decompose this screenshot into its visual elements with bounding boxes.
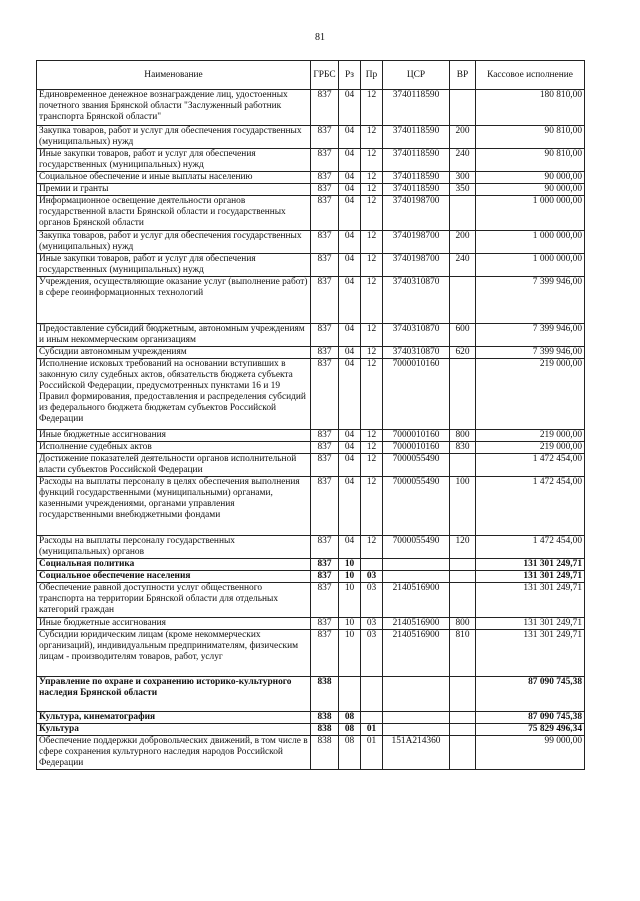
cell-name: Социальное обеспечение населения [37, 571, 311, 583]
cell-vr [450, 736, 476, 770]
table-row [37, 618, 585, 630]
table-row [37, 347, 585, 359]
cell-amount: 180 810,00 [476, 90, 585, 126]
cell-name: Иные бюджетные ассигнования [37, 430, 311, 442]
cell-rz: 04 [339, 231, 361, 254]
cell-name: Предоставление субсидий бюджетным, автономным учреждениям и иным некоммерческим организациям [37, 324, 311, 347]
cell-amount: 131 301 249,71 [476, 559, 585, 571]
cell-pr: 12 [361, 90, 383, 126]
table-row [37, 583, 585, 618]
cell-csr: 3740310870 [383, 324, 450, 347]
cell-name: Социальная политика [37, 559, 311, 571]
cell-pr: 12 [361, 277, 383, 324]
cell-rz: 04 [339, 324, 361, 347]
table-row [37, 442, 585, 454]
cell-vr: 100 [450, 477, 476, 536]
cell-amount: 131 301 249,71 [476, 571, 585, 583]
table-row [37, 172, 585, 184]
table-row [37, 454, 585, 477]
cell-name: Достижение показателей деятельности органов исполнительной власти субъектов Российской Федерации [37, 454, 311, 477]
cell-vr: 810 [450, 630, 476, 677]
cell-csr: 2140516900 [383, 630, 450, 677]
table-row [37, 477, 585, 536]
cell-vr: 600 [450, 324, 476, 347]
cell-pr: 12 [361, 324, 383, 347]
table-row [37, 359, 585, 430]
cell-grbs: 837 [311, 196, 339, 231]
cell-pr: 03 [361, 630, 383, 677]
header-vr: ВР [450, 61, 476, 90]
cell-vr [450, 724, 476, 736]
cell-csr [383, 571, 450, 583]
cell-pr: 12 [361, 196, 383, 231]
cell-rz: 04 [339, 254, 361, 277]
table-row [37, 559, 585, 571]
cell-csr: 3740198700 [383, 196, 450, 231]
cell-pr [361, 712, 383, 724]
table-body [37, 90, 585, 770]
cell-csr: 3740118590 [383, 149, 450, 172]
cell-csr: 2140516900 [383, 618, 450, 630]
cell-grbs: 838 [311, 736, 339, 770]
cell-amount: 87 090 745,38 [476, 712, 585, 724]
cell-csr: 7000055490 [383, 454, 450, 477]
cell-vr [450, 454, 476, 477]
cell-rz: 08 [339, 736, 361, 770]
cell-amount: 87 090 745,38 [476, 677, 585, 712]
cell-vr [450, 277, 476, 324]
cell-grbs: 837 [311, 324, 339, 347]
cell-amount: 219 000,00 [476, 359, 585, 430]
header-grbs: ГРБС [311, 61, 339, 90]
cell-csr: 3740118590 [383, 90, 450, 126]
header-pr: Пр [361, 61, 383, 90]
cell-rz: 08 [339, 724, 361, 736]
cell-name: Культура, кинематография [37, 712, 311, 724]
cell-rz: 04 [339, 277, 361, 324]
cell-pr [361, 559, 383, 571]
cell-name: Расходы на выплаты персоналу в целях обеспечения выполнения функций государственными (муниципальными) органами, казенными учреждениями, органами управления государственными внебюджетными фондами [37, 477, 311, 536]
table-row [37, 277, 585, 324]
cell-csr [383, 724, 450, 736]
cell-pr: 01 [361, 724, 383, 736]
cell-pr: 01 [361, 736, 383, 770]
table-header-row [37, 61, 585, 90]
cell-csr: 7000055490 [383, 477, 450, 536]
table-row [37, 677, 585, 712]
cell-csr: 2140516900 [383, 583, 450, 618]
cell-name: Иные бюджетные ассигнования [37, 618, 311, 630]
cell-pr: 12 [361, 359, 383, 430]
header-name: Наименование [37, 61, 311, 90]
cell-grbs: 837 [311, 454, 339, 477]
cell-name: Исполнение судебных актов [37, 442, 311, 454]
cell-pr: 12 [361, 347, 383, 359]
cell-grbs: 837 [311, 347, 339, 359]
cell-name: Исполнение исковых требований на основании вступивших в законную силу судебных актов, обязательств бюджета субъекта Российской Федерации, предусмотренных пунктами 16 и 19 Правил формирования, предоставления и распределения субсидий из федерального бюджета бюджетам субъектов Российской Федерации [37, 359, 311, 430]
cell-grbs: 837 [311, 536, 339, 559]
cell-amount: 1 472 454,00 [476, 536, 585, 559]
cell-vr: 830 [450, 442, 476, 454]
cell-csr [383, 559, 450, 571]
cell-grbs: 837 [311, 126, 339, 149]
cell-grbs: 837 [311, 442, 339, 454]
cell-csr: 3740198700 [383, 231, 450, 254]
cell-vr: 300 [450, 172, 476, 184]
cell-rz: 04 [339, 172, 361, 184]
cell-grbs: 837 [311, 618, 339, 630]
cell-pr: 12 [361, 172, 383, 184]
cell-name: Иные закупки товаров, работ и услуг для обеспечения государственных (муниципальных) нужд [37, 149, 311, 172]
cell-vr: 350 [450, 184, 476, 196]
table-row [37, 724, 585, 736]
cell-name: Обеспечение равной доступности услуг общественного транспорта на территории Брянской области для отдельных категорий граждан [37, 583, 311, 618]
cell-pr: 12 [361, 430, 383, 442]
cell-vr: 200 [450, 231, 476, 254]
cell-grbs: 837 [311, 559, 339, 571]
cell-csr: 3740198700 [383, 254, 450, 277]
cell-rz: 04 [339, 454, 361, 477]
cell-vr: 800 [450, 618, 476, 630]
cell-grbs: 837 [311, 254, 339, 277]
cell-pr: 12 [361, 231, 383, 254]
cell-grbs: 837 [311, 90, 339, 126]
cell-amount: 99 000,00 [476, 736, 585, 770]
cell-vr [450, 583, 476, 618]
cell-pr [361, 677, 383, 712]
cell-amount: 131 301 249,71 [476, 583, 585, 618]
cell-name: Закупка товаров, работ и услуг для обеспечения государственных (муниципальных) нужд [37, 126, 311, 149]
cell-csr: 7000010160 [383, 430, 450, 442]
cell-amount: 7 399 946,00 [476, 277, 585, 324]
cell-rz: 04 [339, 126, 361, 149]
cell-grbs: 837 [311, 430, 339, 442]
header-csr: ЦСР [383, 61, 450, 90]
cell-pr: 12 [361, 184, 383, 196]
cell-amount: 219 000,00 [476, 442, 585, 454]
header-amount: Кассовое исполнение [476, 61, 585, 90]
cell-amount: 219 000,00 [476, 430, 585, 442]
cell-vr [450, 559, 476, 571]
cell-pr: 03 [361, 583, 383, 618]
cell-amount: 7 399 946,00 [476, 324, 585, 347]
cell-name: Премии и гранты [37, 184, 311, 196]
cell-rz: 10 [339, 618, 361, 630]
cell-grbs: 837 [311, 231, 339, 254]
cell-csr [383, 712, 450, 724]
cell-grbs: 837 [311, 583, 339, 618]
cell-rz: 04 [339, 347, 361, 359]
cell-vr: 240 [450, 254, 476, 277]
cell-name: Информационное освещение деятельности органов государственной власти Брянской области и государственных органов Брянской области [37, 196, 311, 231]
cell-pr: 12 [361, 536, 383, 559]
cell-grbs: 837 [311, 172, 339, 184]
cell-rz: 10 [339, 583, 361, 618]
cell-csr: 7000055490 [383, 536, 450, 559]
cell-pr: 12 [361, 454, 383, 477]
cell-name: Единовременное денежное вознаграждение лиц, удостоенных почетного звания Брянской области "Заслуженный работник транспорта Брянской области" [37, 90, 311, 126]
cell-rz: 04 [339, 149, 361, 172]
cell-vr: 800 [450, 430, 476, 442]
cell-csr [383, 677, 450, 712]
cell-vr [450, 90, 476, 126]
cell-name: Расходы на выплаты персоналу государственных (муниципальных) органов [37, 536, 311, 559]
cell-vr [450, 196, 476, 231]
page-number: 81 [315, 32, 325, 43]
cell-rz: 04 [339, 359, 361, 430]
cell-vr [450, 677, 476, 712]
cell-amount: 90 810,00 [476, 149, 585, 172]
cell-grbs: 837 [311, 359, 339, 430]
cell-grbs: 838 [311, 724, 339, 736]
cell-rz: 04 [339, 90, 361, 126]
cell-amount: 131 301 249,71 [476, 630, 585, 677]
table-row [37, 712, 585, 724]
cell-vr: 240 [450, 149, 476, 172]
cell-name: Социальное обеспечение и иные выплаты населению [37, 172, 311, 184]
cell-grbs: 837 [311, 277, 339, 324]
cell-grbs: 837 [311, 149, 339, 172]
cell-csr: 3740118590 [383, 184, 450, 196]
cell-name: Обеспечение поддержки добровольческих движений, в том числе в сфере сохранения культурного наследия народов Российской Федерации [37, 736, 311, 770]
cell-grbs: 837 [311, 571, 339, 583]
header-rz: Рз [339, 61, 361, 90]
cell-vr [450, 571, 476, 583]
cell-grbs: 838 [311, 712, 339, 724]
table-row [37, 254, 585, 277]
cell-csr: 3740118590 [383, 172, 450, 184]
cell-rz: 10 [339, 571, 361, 583]
cell-vr [450, 359, 476, 430]
cell-rz [339, 677, 361, 712]
cell-amount: 1 472 454,00 [476, 454, 585, 477]
cell-rz: 10 [339, 630, 361, 677]
cell-amount: 1 000 000,00 [476, 196, 585, 231]
cell-pr: 12 [361, 254, 383, 277]
cell-name: Управление по охране и сохранению историко-культурного наследия Брянской области [37, 677, 311, 712]
cell-grbs: 838 [311, 677, 339, 712]
cell-name: Закупка товаров, работ и услуг для обеспечения государственных (муниципальных) нужд [37, 231, 311, 254]
table-row [37, 630, 585, 677]
cell-amount: 90 810,00 [476, 126, 585, 149]
table-row [37, 184, 585, 196]
cell-amount: 1 472 454,00 [476, 477, 585, 536]
cell-name: Субсидии автономным учреждениям [37, 347, 311, 359]
cell-vr: 120 [450, 536, 476, 559]
table-row [37, 126, 585, 149]
cell-grbs: 837 [311, 184, 339, 196]
cell-amount: 75 829 496,34 [476, 724, 585, 736]
cell-grbs: 837 [311, 477, 339, 536]
table-row [37, 736, 585, 770]
cell-csr: 3740310870 [383, 277, 450, 324]
cell-amount: 131 301 249,71 [476, 618, 585, 630]
cell-amount: 90 000,00 [476, 172, 585, 184]
cell-grbs: 837 [311, 630, 339, 677]
cell-csr: 7000010160 [383, 359, 450, 430]
cell-rz: 10 [339, 559, 361, 571]
cell-vr: 200 [450, 126, 476, 149]
cell-rz: 04 [339, 430, 361, 442]
cell-rz: 04 [339, 477, 361, 536]
cell-rz: 04 [339, 196, 361, 231]
cell-amount: 90 000,00 [476, 184, 585, 196]
cell-rz: 08 [339, 712, 361, 724]
table-row [37, 536, 585, 559]
cell-pr: 12 [361, 126, 383, 149]
table-row [37, 571, 585, 583]
cell-name: Учреждения, осуществляющие оказание услуг (выполнение работ) в сфере геоинформационных технологий [37, 277, 311, 324]
cell-amount: 1 000 000,00 [476, 231, 585, 254]
cell-pr: 12 [361, 477, 383, 536]
table-row [37, 324, 585, 347]
table-row [37, 90, 585, 126]
cell-vr [450, 712, 476, 724]
table-row [37, 430, 585, 442]
cell-rz: 04 [339, 442, 361, 454]
cell-amount: 1 000 000,00 [476, 254, 585, 277]
table-row [37, 231, 585, 254]
cell-pr: 12 [361, 149, 383, 172]
cell-pr: 12 [361, 442, 383, 454]
cell-vr: 620 [450, 347, 476, 359]
cell-pr: 03 [361, 571, 383, 583]
cell-amount: 7 399 946,00 [476, 347, 585, 359]
cell-csr: 7000010160 [383, 442, 450, 454]
cell-pr: 03 [361, 618, 383, 630]
table-row [37, 149, 585, 172]
cell-rz: 04 [339, 536, 361, 559]
cell-csr: 151A214360 [383, 736, 450, 770]
budget-execution-table [36, 60, 585, 770]
cell-csr: 3740118590 [383, 126, 450, 149]
cell-name: Субсидии юридическим лицам (кроме некоммерческих организаций), индивидуальным предпринимателям, физическим лицам - производителям товаров, работ, услуг [37, 630, 311, 677]
cell-name: Иные закупки товаров, работ и услуг для обеспечения государственных (муниципальных) нужд [37, 254, 311, 277]
cell-csr: 3740310870 [383, 347, 450, 359]
table-row [37, 196, 585, 231]
cell-name: Культура [37, 724, 311, 736]
cell-rz: 04 [339, 184, 361, 196]
